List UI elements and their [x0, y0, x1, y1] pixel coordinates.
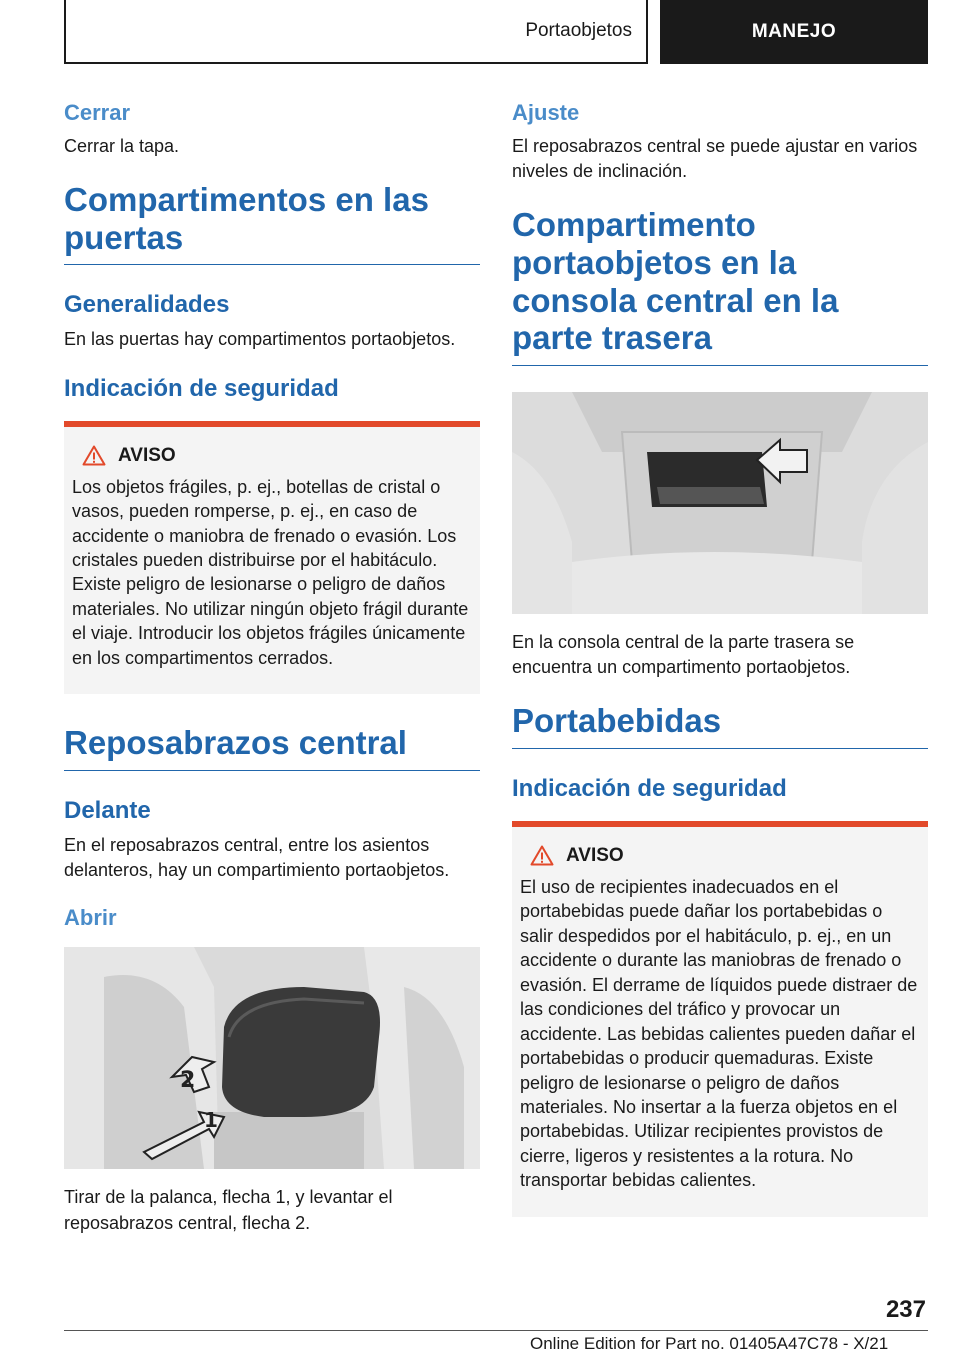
abrir-caption: Tirar de la palanca, flecha 1, y levantar el reposabrazos central, flecha 2.	[64, 1187, 393, 1233]
warning-box-right	[512, 821, 928, 1217]
header-section-box	[64, 0, 648, 64]
reposabrazos-heading: Reposabrazos central	[64, 724, 480, 771]
generalidades-text: En las puertas hay compartimentos portaobjetos.	[64, 329, 456, 350]
warning-header-left	[72, 445, 472, 467]
rear-console-photo	[512, 392, 928, 614]
footer-edition: Online Edition for Part no. 01405A47C78 - X/21	[530, 1334, 889, 1353]
warning-box-left	[64, 421, 480, 695]
consola-caption: En la consola central de la parte trasera se encuentra un compartimento portaobjetos.	[512, 631, 855, 677]
header-chapter-tab: MANEJO	[660, 0, 928, 64]
portabebidas-heading: Portabebidas	[512, 702, 928, 749]
ajuste-heading: Ajuste	[512, 100, 580, 125]
seguridad-heading-right: Indicación de seguridad	[512, 774, 787, 802]
ajuste-text: El reposabrazos central se puede ajustar en varios niveles de inclinación.	[512, 136, 918, 182]
arrow-2-label: 2	[180, 1068, 196, 1094]
generalidades-heading: Generalidades	[64, 291, 230, 319]
header-section-title: Portaobjetos	[525, 20, 632, 41]
seguridad-heading-left: Indicación de seguridad	[64, 374, 339, 402]
delante-text: En el reposabrazos central, entre los asientos delanteros, hay un compartimiento portaobjetos.	[64, 834, 450, 881]
warning-triangle-icon	[82, 445, 106, 466]
warning-header-right	[520, 845, 920, 867]
footer-divider	[64, 1330, 928, 1331]
page-number: 237	[885, 1296, 926, 1323]
left-column	[64, 100, 480, 1258]
delante-heading: Delante	[64, 796, 151, 824]
page-header	[64, 0, 928, 64]
warning-text-right: El uso de recipientes inadecuados en el portabebidas puede dañar los portabebidas o salir despedidos por el habitáculo, p. ej., en un accidente o durante las maniobras de frenado o evasión. El derrame de líquidos puede distraer de las condiciones del tráfico y provocar un accidente. Las bebidas calientes pueden dañar el portabebidas o producir quemaduras. Existe peligro de lesionarse o peligro de daños materiales. No insertar a la fuerza objetos en el portabebidas. Utilizar recipientes provistos de cierre, ligeros y resistentes a la rotura. No transportar bebidas calientes.	[520, 876, 918, 1191]
warning-label-right: AVISO	[566, 844, 624, 866]
warning-label-left: AVISO	[118, 444, 176, 466]
armrest-photo	[64, 947, 480, 1169]
puertas-heading: Compartimentos en las puertas	[64, 181, 480, 265]
cerrar-text: Cerrar la tapa.	[64, 136, 180, 156]
right-column	[512, 100, 928, 1247]
consola-heading: Compartimento portaobjetos en la consola central en la parte trasera	[512, 206, 928, 365]
abrir-heading: Abrir	[64, 905, 117, 931]
arrow-1-label: 1	[204, 1108, 218, 1133]
warning-text-left: Los objetos frágiles, p. ej., botellas de cristal o vasos, pueden romperse, p. ej., en caso de accidente o maniobra de frenado o evasión. Los cristales pueden distribuirse por el habitáculo. Existe peligro de lesionarse o peligro de daños materiales. No utilizar ningún objeto frágil durante el viaje. Introducir los objetos frágiles únicamente en los compartimentos cerrados.	[72, 476, 469, 668]
warning-triangle-icon	[530, 845, 554, 866]
cerrar-heading: Cerrar	[64, 100, 131, 125]
